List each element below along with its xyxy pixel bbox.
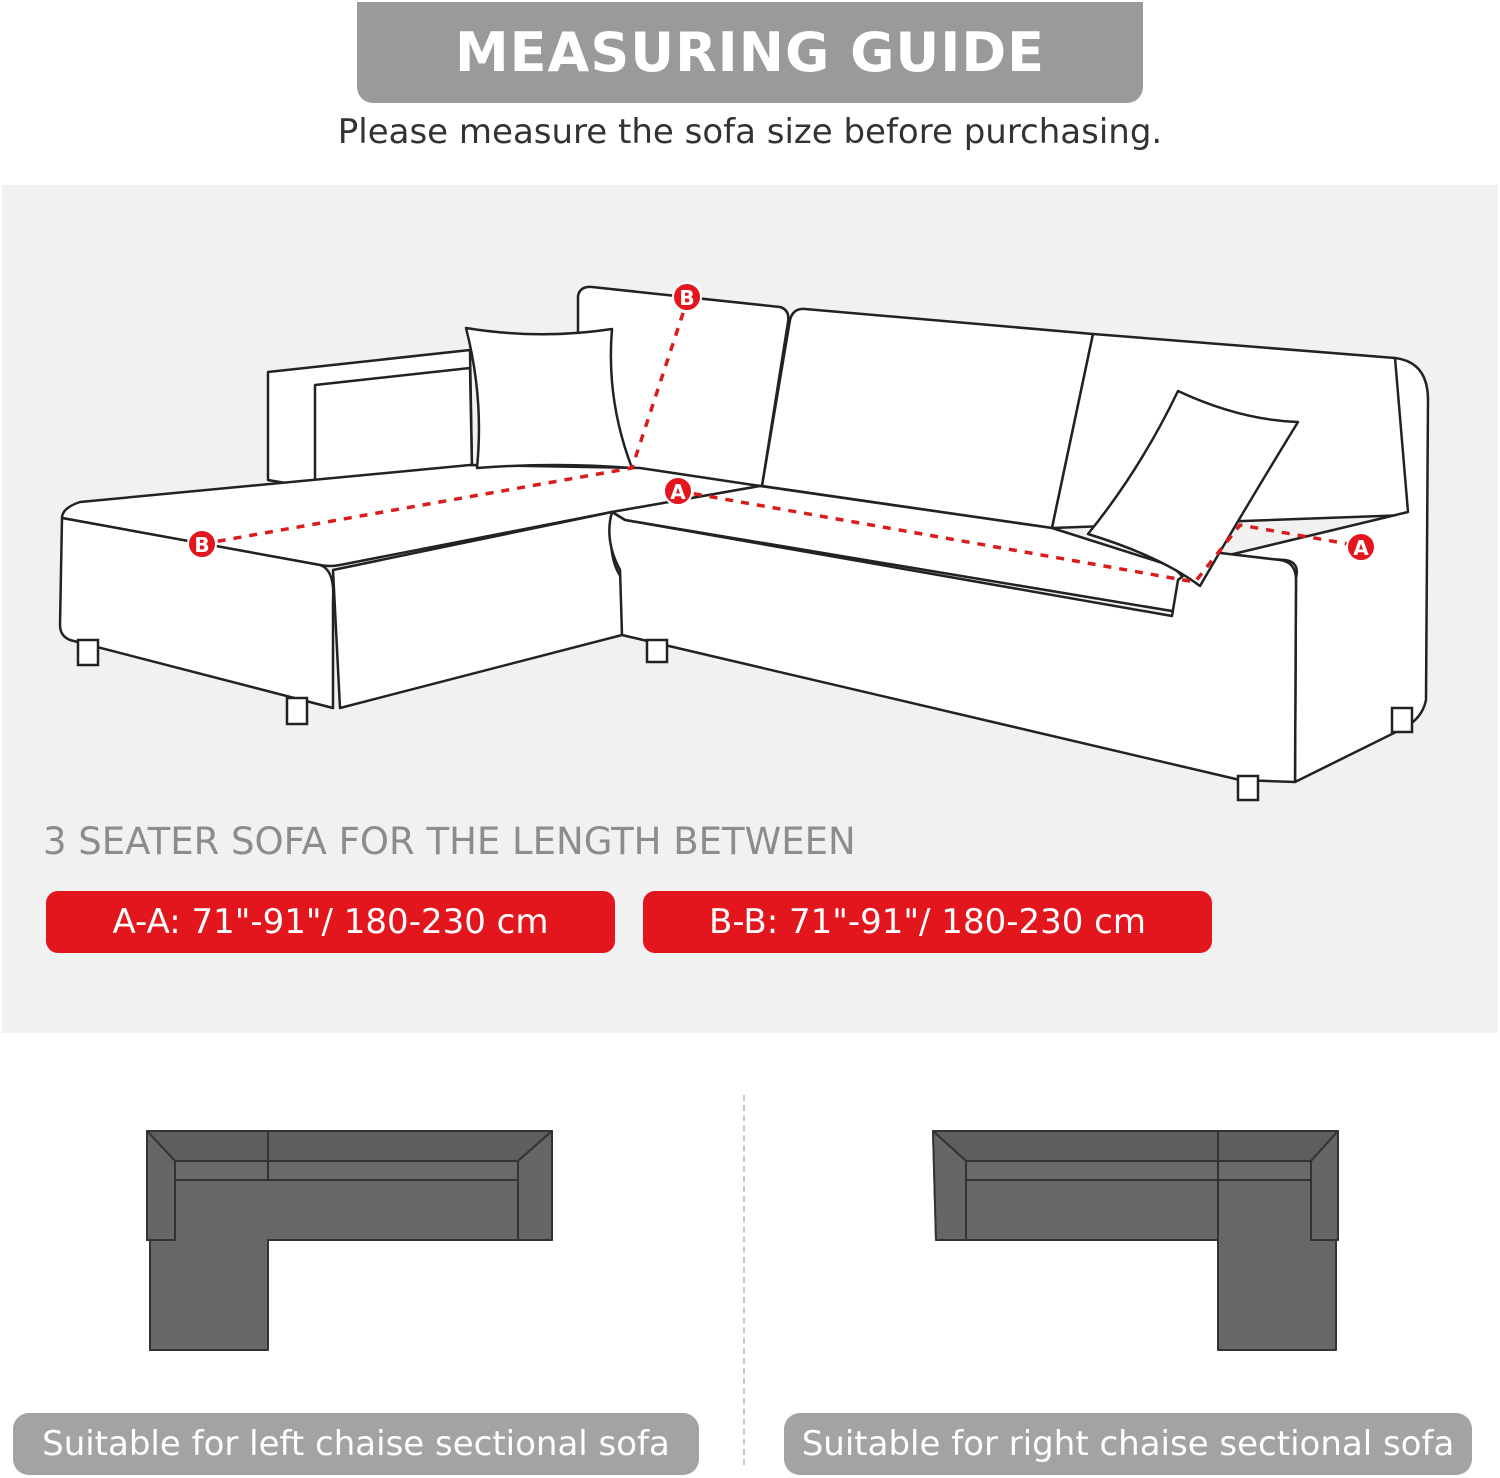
left-chaise-sofa-illustration	[140, 1125, 560, 1360]
leg-3	[647, 640, 667, 662]
seater-length-label: 3 SEATER SOFA FOR THE LENGTH BETWEEN	[43, 820, 856, 863]
a-a-measurement-badge: A-A: 71"-91"/ 180-230 cm	[46, 891, 615, 953]
leg-1	[78, 640, 98, 665]
right-chaise-sofa-illustration	[928, 1125, 1348, 1360]
leg-4	[1238, 776, 1258, 800]
subtitle: Please measure the sofa size before purchasing.	[337, 112, 1163, 152]
marker-a-right-label: A	[1353, 536, 1369, 560]
b-b-measurement-badge: B-B: 71"-91"/ 180-230 cm	[643, 891, 1212, 953]
marker-a-right	[1347, 533, 1375, 561]
marker-b-left-label: B	[194, 533, 210, 557]
page-title: MEASURING GUIDE	[454, 21, 1046, 84]
left-chaise-caption: Suitable for left chaise sectional sofa	[13, 1413, 699, 1475]
right-chaise-caption: Suitable for right chaise sectional sofa	[784, 1413, 1472, 1475]
marker-b-top	[673, 283, 701, 311]
marker-b-left	[188, 530, 216, 558]
leg-5	[1392, 708, 1412, 732]
marker-a-center-label: A	[670, 480, 686, 504]
leg-2	[287, 698, 307, 724]
marker-a-center	[664, 477, 692, 505]
marker-b-top-label: B	[679, 286, 695, 310]
left-pillow	[466, 328, 632, 468]
section-divider	[743, 1095, 745, 1465]
